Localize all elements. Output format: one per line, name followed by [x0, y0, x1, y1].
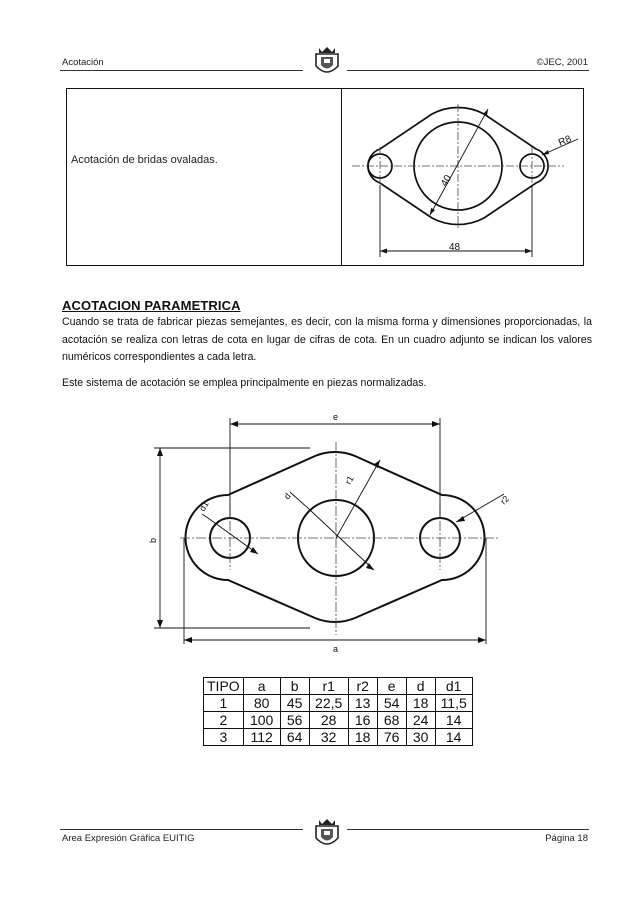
- table-cell: 14: [435, 712, 472, 729]
- table-row: [204, 729, 473, 746]
- table-cell: 64: [280, 729, 309, 746]
- table-cell: 32: [309, 729, 348, 746]
- table-cell: 3: [204, 729, 244, 746]
- section-paragraph-1: Cuando se trata de fabricar piezas semejantes, es decir, con la misma forma y dimensiones proporcionadas, la acotación se realiza con letras de cota en lugar de cifras de cota. En un cuadro adjunto se indican los valores numéricos correspondientes a cada letra.: [62, 316, 592, 363]
- table-header-row: [204, 678, 473, 695]
- parameter-table: [203, 677, 473, 746]
- table-cell: 30: [406, 729, 435, 746]
- table-cell: 80: [243, 695, 280, 712]
- dimension-arrows: [380, 109, 549, 254]
- table-header-cell: d1: [435, 678, 472, 695]
- table-cell: 45: [280, 695, 309, 712]
- table-cell: 16: [348, 712, 377, 729]
- oval-flange-drawing: [342, 89, 584, 266]
- dim-center-distance-label: 48: [449, 242, 461, 253]
- table-row: [204, 695, 473, 712]
- param-label-d1: d1: [197, 499, 211, 513]
- table-cell: 11,5: [435, 695, 472, 712]
- param-center-lines: [180, 442, 498, 635]
- box-caption: Acotación de bridas ovaladas.: [71, 154, 218, 166]
- crest-logo-icon: [312, 816, 342, 850]
- table-cell: 68: [377, 712, 406, 729]
- table-cell: 22,5: [309, 695, 348, 712]
- dim-diameter-label: 40: [439, 173, 455, 189]
- table-header-cell: TIPO: [204, 678, 244, 695]
- section-title: ACOTACION PARAMETRICA: [62, 298, 241, 313]
- table-cell: 112: [243, 729, 280, 746]
- param-label-e: e: [333, 412, 339, 422]
- table-cell: 1: [204, 695, 244, 712]
- header-left: Acotación: [62, 57, 104, 68]
- crest-logo-icon: [312, 44, 342, 78]
- header-right: ©JEC, 2001: [536, 57, 588, 68]
- table-header-cell: d: [406, 678, 435, 695]
- footer-left: Area Expresión Gráfica EUITIG: [62, 833, 195, 844]
- table-cell: 18: [406, 695, 435, 712]
- table-header-cell: b: [280, 678, 309, 695]
- parametric-flange-drawing: [140, 410, 520, 655]
- table-cell: 56: [280, 712, 309, 729]
- table-cell: 100: [243, 712, 280, 729]
- header-rule-right: [347, 70, 589, 71]
- table-header-cell: r2: [348, 678, 377, 695]
- dimension-lines: [380, 109, 578, 257]
- footer-right: Página 18: [545, 833, 588, 844]
- footer-rule-right: [347, 829, 589, 830]
- dim-radius-label: R8: [557, 133, 573, 149]
- footer-rule-left: [60, 829, 303, 830]
- table-header-cell: r1: [309, 678, 348, 695]
- table-header-cell: e: [377, 678, 406, 695]
- table-cell: 24: [406, 712, 435, 729]
- table-cell: 54: [377, 695, 406, 712]
- section-paragraph-2: Este sistema de acotación se emplea principalmente en piezas normalizadas.: [62, 377, 427, 389]
- param-label-a: a: [333, 644, 339, 654]
- param-label-r2: r2: [498, 493, 512, 507]
- table-cell: 28: [309, 712, 348, 729]
- param-label-r1: r1: [343, 474, 356, 486]
- param-label-d: d: [281, 491, 293, 502]
- param-label-b: b: [148, 537, 158, 543]
- table-cell: 18: [348, 729, 377, 746]
- table-header-cell: a: [243, 678, 280, 695]
- table-cell: 13: [348, 695, 377, 712]
- table-cell: 2: [204, 712, 244, 729]
- header-rule-left: [60, 70, 303, 71]
- table-row: [204, 712, 473, 729]
- table-cell: 76: [377, 729, 406, 746]
- table-cell: 14: [435, 729, 472, 746]
